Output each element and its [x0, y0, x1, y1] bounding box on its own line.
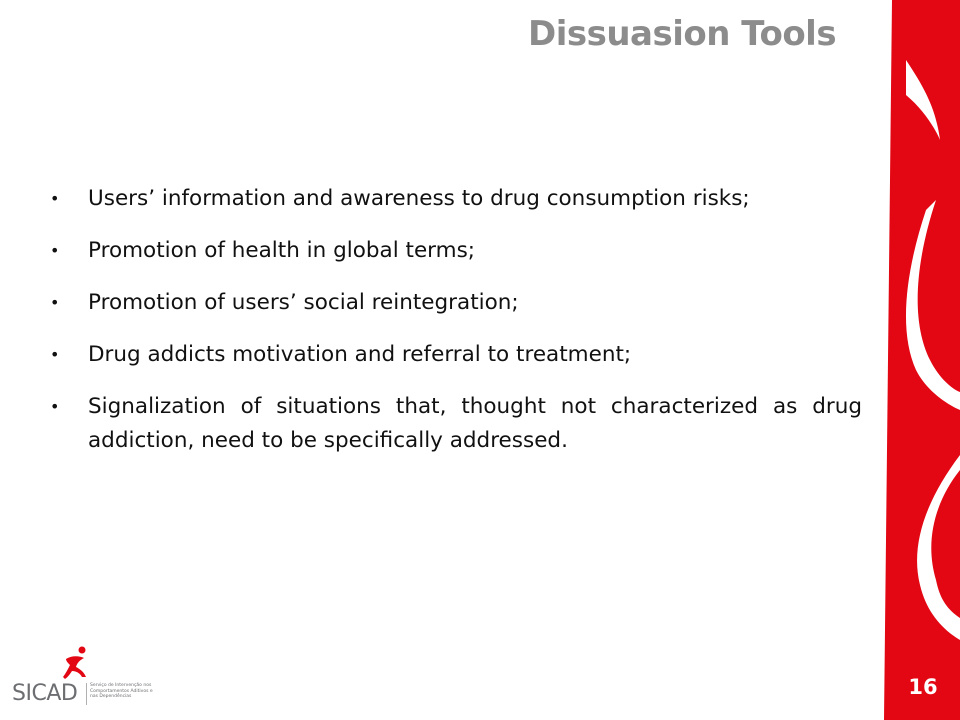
- bullet-list: [50, 182, 862, 476]
- list-item: [50, 338, 862, 372]
- runner-head: [79, 647, 86, 654]
- bullet-icon: •: [50, 293, 60, 312]
- bullet-icon: •: [50, 241, 60, 260]
- sicad-logo: [12, 645, 162, 711]
- list-item: [50, 286, 862, 320]
- bullet-icon: •: [50, 189, 60, 208]
- logo-tagline: Serviço de Intervenção nos Comportamentos Aditivos e nas Dependências: [90, 683, 153, 699]
- slide-title: Dissuasion Tools: [528, 14, 837, 54]
- list-item: [50, 182, 862, 216]
- bullet-icon: •: [50, 345, 60, 364]
- list-item: [50, 390, 862, 458]
- list-item: [50, 234, 862, 268]
- bullet-text: Users’ information and awareness to drug consumption risks;: [88, 186, 750, 211]
- runner-logo-icon: [58, 645, 94, 681]
- page-number: 16: [908, 675, 938, 699]
- logo-divider: [86, 683, 87, 705]
- bullet-text: Promotion of users’ social reintegration;: [88, 290, 519, 315]
- bullet-text: Drug addicts motivation and referral to treatment;: [88, 342, 632, 367]
- logo-wordmark: SICAD: [12, 681, 78, 706]
- runner-body: [63, 656, 86, 679]
- bullet-icon: •: [50, 397, 60, 416]
- bullet-text: Promotion of health in global terms;: [88, 238, 476, 263]
- decorative-red-band: [876, 0, 960, 720]
- bullet-text: Signalization of situations that, thought not characterized as drug addiction, need to be specifically addressed.: [88, 394, 862, 453]
